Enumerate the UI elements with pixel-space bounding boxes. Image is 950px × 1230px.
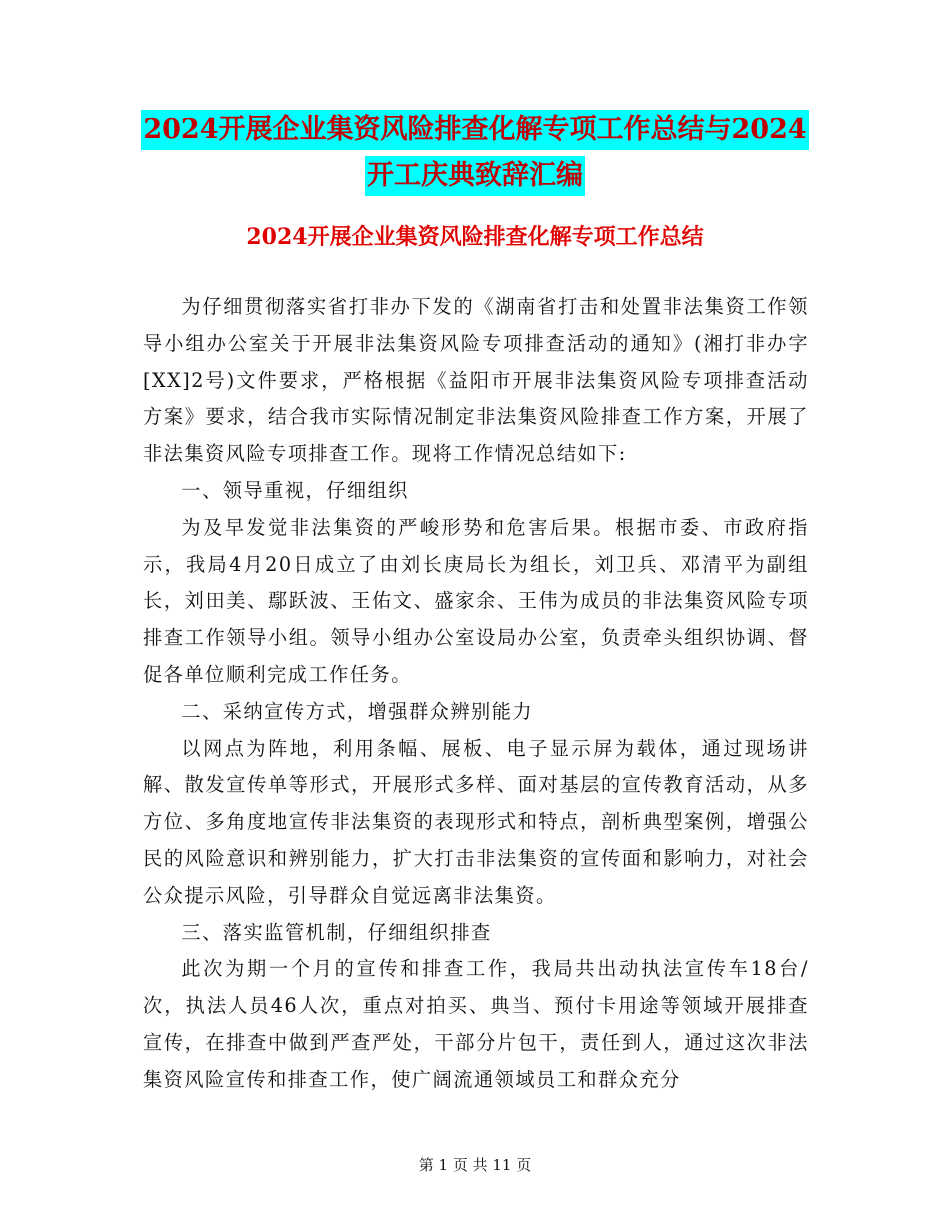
paragraph-publicity: 以网点为阵地，利用条幅、展板、电子显示屏为载体，通过现场讲解、散发宣传单等形式，开展形式多样、面对基层的宣传教育活动，从多方位、多角度地宣传非法集资的表现形式和特点，剖析典型案例，增强公民的风险意识和辨别能力，扩大打击非法集资的宣传面和影响力，对社会公众提示风险，引导群众自觉远离非法集资。 — [143, 736, 809, 907]
section-title: 2024开展企业集资风险排查化解专项工作总结 — [246, 224, 704, 250]
paragraph-inspection: 此次为期一个月的宣传和排查工作，我局共出动执法宣传车18台/次，执法人员46人次，重点对拍买、典当、预付卡用途等领域开展排查宣传，在排查中做到严查严处，干部分片包干，责任到人，通过这次非法集资风险宣传和排查工作，使广阔流通领域员工和群众充分 — [143, 957, 809, 1091]
paragraph-leadership: 为及早发觉非法集资的严峻形势和危害后果。根据市委、市政府指示，我局4月20日成立了由刘长庚局长为组长，刘卫兵、邓清平为副组长，刘田美、鄢跃波、王佑文、盛家余、王伟为成员的非法集资风险专项排查工作领导小组。领导小组办公室设局办公室，负责牵头组织协调、督促各单位顺利完成工作任务。 — [143, 515, 809, 686]
paragraph-intro: 为仔细贯彻落实省打非办下发的《湖南省打击和处置非法集资工作领导小组办公室关于开展非法集资风险专项排查活动的通知》(湘打非办字[XX]2号)文件要求，严格根据《益阳市开展非法集资风险专项排查活动方案》要求，结合我市实际情况制定非法集资风险排查工作方案，开展了非法集资风险专项排查工作。现将工作情况总结如下: — [143, 295, 809, 466]
title-line-1: 2024开展企业集资风险排查化解专项工作总结与2024 — [141, 110, 808, 150]
title-line-2: 开工庆典致辞汇编 — [365, 156, 585, 196]
document-title — [0, 110, 950, 202]
section-heading-3: 三、落实监管机制，仔细组织排查 — [181, 920, 492, 944]
document-body — [143, 289, 809, 1099]
page-footer: 第 1 页 共 11 页 — [418, 1156, 532, 1174]
section-heading-1: 一、领导重视，仔细组织 — [181, 478, 409, 502]
section-heading-2: 二、采纳宣传方式，增强群众辨别能力 — [181, 699, 534, 723]
